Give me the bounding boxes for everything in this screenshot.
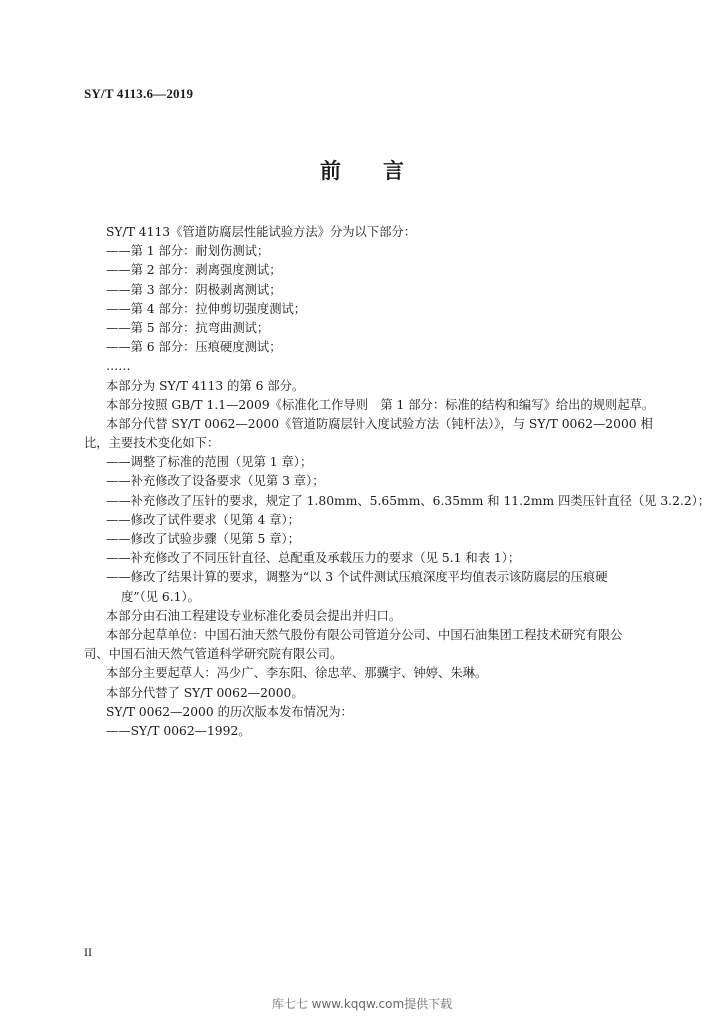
text-line: ——第 5 部分：抗弯曲测试； [106,320,270,335]
text-line: ——第 3 部分：阴极剥离测试； [106,282,282,297]
text-line: ——补充修改了设备要求（见第 3 章）； [106,474,325,489]
download-watermark: 库七七 www.kqqw.com提供下载 [271,997,453,1011]
text-line: …… [106,359,131,374]
text-line: 本部分主要起草人：冯少广、李东阳、徐忠苹、那骥宇、钟婷、朱琳。 [106,666,488,681]
text-line: 本部分为 SY/T 4113 的第 6 部分。 [106,378,305,393]
text-line: ——第 1 部分：耐划伤测试； [106,244,270,259]
foreword-body [84,223,711,741]
page-title: 前言 [320,159,446,183]
document-code: SY/T 4113.6—2019 [84,86,194,101]
page-number: II [84,945,92,959]
text-line: ——补充修改了压针的要求，规定了 1.80mm、5.65mm、6.35mm 和 11.2mm 四类压针直径（见 3.2.2）； [106,493,711,508]
text-line: ——第 4 部分：拉伸剪切强度测试； [106,301,307,316]
text-line: 本部分代替 SY/T 0062—2000《管道防腐层针入度试验方法（钝杆法）》，与 SY/T 0062—2000 相 [106,416,653,431]
text-line: ——修改了结果计算的要求，调整为“以 3 个试件测试压痕深度平均值表示该防腐层的压痕硬 [106,570,608,585]
text-line: 本部分代替了 SY/T 0062—2000。 [106,685,304,700]
text-line: 本部分按照 GB/T 1.1—2009《标准化工作导则 第 1 部分：标准的结构和编写》给出的规则起草。 [106,397,655,412]
text-line: SY/T 4113《管道防腐层性能试验方法》分为以下部分： [106,225,417,239]
text-line: 本部分起草单位：中国石油天然气股份有限公司管道分公司、中国石油集团工程技术研究有限公 [106,627,623,642]
text-line: ——修改了试验步骤（见第 5 章）； [106,532,300,546]
text-line: ——SY/T 0062—1992。 [106,723,251,738]
text-line: ——第 6 部分：压痕硬度测试； [106,340,282,355]
text-line: SY/T 0062—2000 的历次版本发布情况为： [106,704,353,719]
text-line: 比，主要技术变化如下： [84,436,220,451]
text-line: 司、中国石油天然气管道科学研究院有限公司。 [84,647,343,662]
text-line: 度”（见 6.1）。 [121,589,200,604]
text-line: ——修改了试件要求（见第 4 章）； [106,512,300,527]
text-line: 本部分由石油工程建设专业标准化委员会提出并归口。 [106,608,402,623]
text-line: ——调整了标准的范围（见第 1 章）； [106,455,313,470]
text-line: ——补充修改了不同压针直径、总配重及承载压力的要求（见 5.1 和表 1）； [106,551,521,566]
text-line: ——第 2 部分：剥离强度测试； [106,263,282,278]
